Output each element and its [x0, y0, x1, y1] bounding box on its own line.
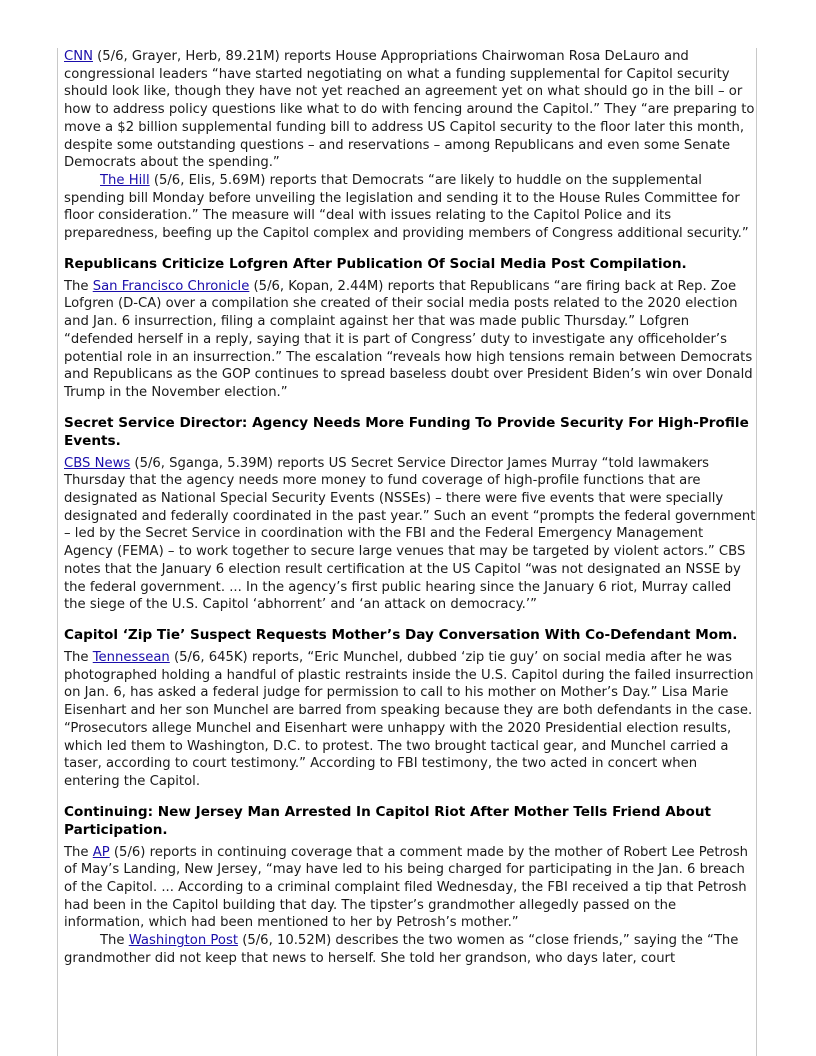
paragraph: The Hill (5/6, Elis, 5.69M) reports that Democrats “are likely to huddle on the supplemental spending bill Monday before unveiling the legislation and sending it to the House Rules Committee for floor consideration.” The measure will “deal with issues relating to the Capitol Police and its preparedness, beefing up the Capitol complex and providing members of Congress additional security.”	[64, 172, 749, 242]
paragraph: The AP (5/6) reports in continuing coverage that a comment made by the mother of Robert Lee Petrosh of May’s Landing, New Jersey, “may have led to his being charged for participating in the Jan. 6 breach of the Capitol. ... According to a criminal complaint filed Wednesday, the FBI received a tip that Petrosh had been in the Capitol building that day. The tipster’s grandmother allegedly passed on the information, which had been mentioned to her by Petrosh’s mother.”	[64, 844, 749, 931]
article-heading: Continuing: New Jersey Man Arrested In Capitol Riot After Mother Tells Friend About Participation.	[64, 803, 712, 838]
source-link-cbs-news[interactable]: CBS News	[64, 455, 131, 471]
paragraph: The San Francisco Chronicle (5/6, Kopan, 2.44M) reports that Republicans “are firing back at Rep. Zoe Lofgren (D-CA) over a compilation she created of their social media posts related to the 2020 election and Jan. 6 insurrection, filing a complaint against her that was made public Thursday.” Lofgren “defended herself in a reply, saying that it is part of Congress’ duty to investigate any officeholder’s potential role in an insurrection.” The escalation “reveals how high tensions remain between Democrats and Republicans as the GOP continues to spread baseless doubt over President Biden’s win over Donald Trump in the November election.”	[64, 278, 753, 400]
paragraph: The Washington Post (5/6, 10.52M) describes the two women as “close friends,” saying the “The grandmother did not keep that news to herself. She told her grandson, who days later, court	[64, 933, 739, 966]
source-link-san-francisco-chronicle[interactable]: San Francisco Chronicle	[92, 278, 250, 294]
source-link-tennessean[interactable]: Tennessean	[92, 649, 170, 665]
article-heading: Secret Service Director: Agency Needs More Funding To Provide Security For High-Profile Events.	[64, 414, 749, 449]
right-margin-rule	[756, 48, 757, 1056]
source-link-ap[interactable]: AP	[92, 844, 110, 860]
source-link-washington-post[interactable]: Washington Post	[128, 933, 239, 949]
source-link-the-hill[interactable]: The Hill	[100, 172, 150, 188]
source-link-cnn[interactable]: CNN	[64, 49, 93, 64]
paragraph: CNN (5/6, Grayer, Herb, 89.21M) reports House Appropriations Chairwoman Rosa DeLauro and congressional leaders “have started negotiating on what a funding supplemental for Capitol security should look like, though they have not yet reached an agreement yet on what should go in the bill – or how to address policy questions like what to do with fencing around the Capitol.” They “are preparing to move a $2 billion supplemental funding bill to address US Capitol security to the floor later this month, despite some outstanding questions – and reservations – among Republicans and even some Senate Democrats about the spending.”	[64, 49, 755, 171]
paragraph: CBS News (5/6, Sganga, 5.39M) reports US Secret Service Director James Murray “told lawmakers Thursday that the agency needs more money to fund coverage of high-profile functions that are designated as National Special Security Events (NSSEs) – there were five events that were specially designated and federally coordinated in the past year.” Such an event “prompts the federal government – led by the Secret Service in coordination with the FBI and the Federal Emergency Management Agency (FEMA) – to work together to secure large venues that may be targeted by violent actors.” CBS notes that the January 6 election result certification at the US Capitol “was not designated an NSSE by the federal government. ... In the agency’s first public hearing since the January 6 riot, Murray called the siege of the U.S. Capitol ‘abhorrent’ and ‘an attack on democracy.’”	[64, 455, 756, 613]
paragraph: The Tennessean (5/6, 645K) reports, “Eric Munchel, dubbed ‘zip tie guy’ on social media after he was photographed holding a handful of plastic restraints inside the U.S. Capitol during the failed insurrection on Jan. 6, has asked a federal judge for permission to call to his mother on Mother’s Day.” Lisa Marie Eisenhart and her son Munchel are barred from speaking because they are both defendants in the case. “Prosecutors allege Munchel and Eisenhart were unhappy with the 2020 Presidential election results, which led them to Washington, D.C. to protest. The two brought tactical gear, and Munchel carried a taser, according to court testimony.” According to FBI testimony, the two acted in concert when entering the Capitol.	[64, 649, 754, 789]
article-heading: Republicans Criticize Lofgren After Publication Of Social Media Post Compilation.	[64, 255, 687, 272]
left-margin-rule	[57, 48, 58, 1056]
article-heading: Capitol ‘Zip Tie’ Suspect Requests Mother’s Day Conversation With Co-Defendant Mom.	[64, 626, 738, 643]
article-column	[64, 48, 756, 968]
